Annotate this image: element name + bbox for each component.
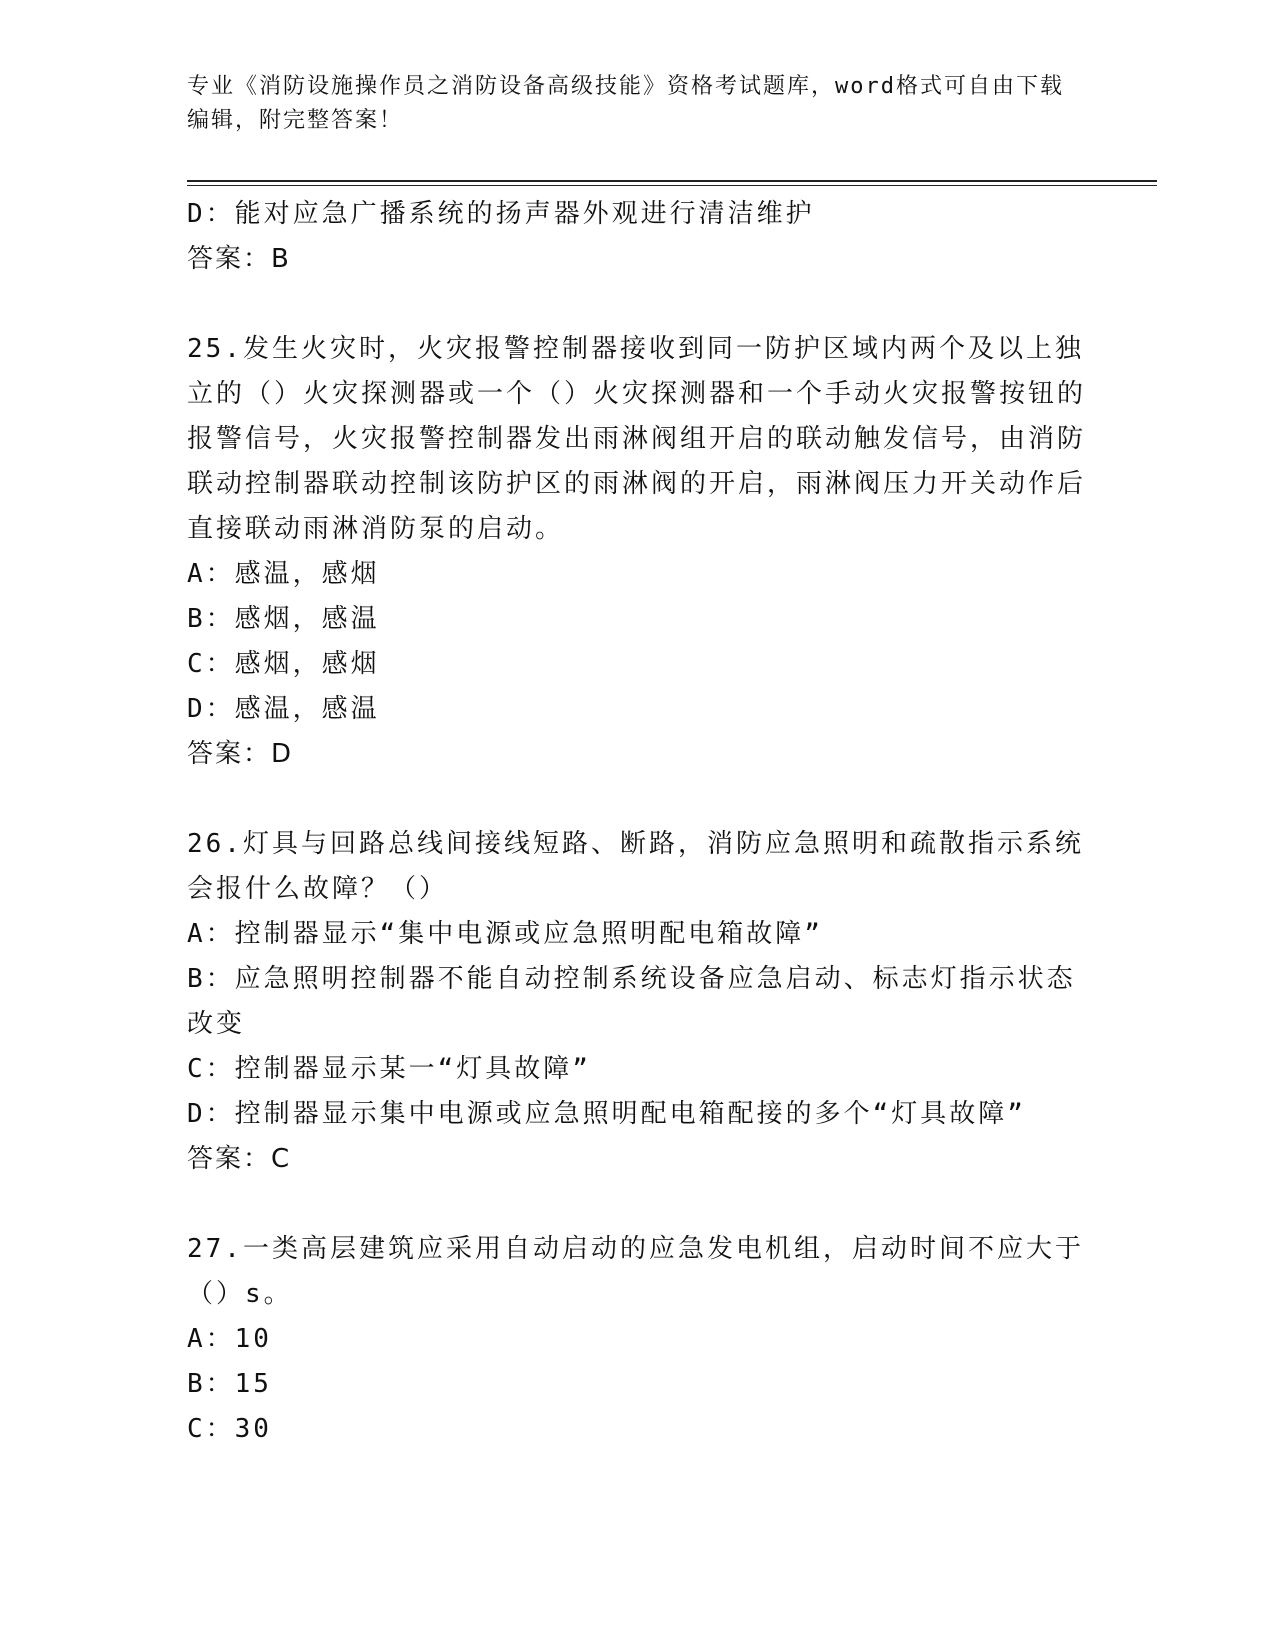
document-header: 专业《消防设施操作员之消防设备高级技能》资格考试题库，word格式可自由下载编辑，附完整答案！ [187,74,1064,133]
option-d: D：控制器显示集中电源或应急照明配电箱配接的多个“灯具故障” [187,1099,1026,1129]
option-c: C：30 [187,1414,272,1444]
question-24-tail [187,192,1157,282]
answer-line: 答案：D [187,739,294,769]
option-c: C：感烟，感烟 [187,649,380,679]
header-divider-thin [187,185,1157,186]
question-stem: 27.一类高层建筑应采用自动启动的应急发电机组，启动时间不应大于（）s。 [187,1234,1084,1309]
option-b: B：应急照明控制器不能自动控制系统设备应急启动、标志灯指示状态改变 [187,964,1076,1039]
question-stem: 26.灯具与回路总线间接线短路、断路，消防应急照明和疏散指示系统会报什么故障？（） [187,829,1084,904]
question-25 [187,327,1157,777]
option-c: C：控制器显示某一“灯具故障” [187,1054,591,1084]
option-a: A：感温，感烟 [187,559,380,589]
option-a: A：10 [187,1324,272,1354]
option-d: D：感温，感温 [187,694,380,724]
answer-line: 答案：C [187,1144,292,1174]
option-b: B：感烟，感温 [187,604,380,634]
question-stem: 25.发生火灾时，火灾报警控制器接收到同一防护区域内两个及以上独立的（）火灾探测器或一个（）火灾探测器和一个手动火灾报警按钮的报警信号，火灾报警控制器发出雨淋阀组开启的联动触发信号，由消防联动控制器联动控制该防护区的雨淋阀的开启，雨淋阀压力开关动作后直接联动雨淋消防泵的启动。 [187,334,1087,544]
question-27 [187,1227,1157,1452]
question-list [187,192,1157,1452]
document-page [187,70,1157,1452]
question-26 [187,822,1157,1182]
header-divider-thick [187,180,1157,182]
option-b: B：15 [187,1369,272,1399]
option-a: A：控制器显示“集中电源或应急照明配电箱故障” [187,919,823,949]
option-d: D：能对应急广播系统的扬声器外观进行清洁维护 [187,199,815,229]
answer-line: 答案：B [187,244,291,274]
